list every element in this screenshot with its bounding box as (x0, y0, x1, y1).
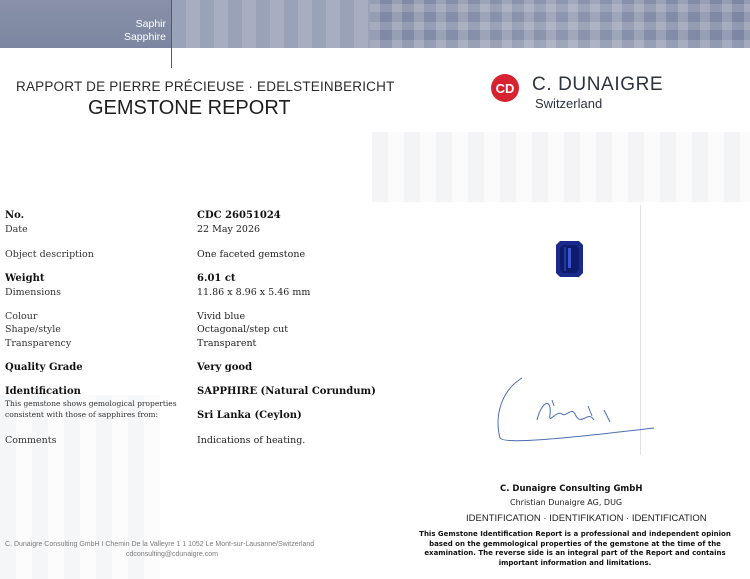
label-colour: Colour (5, 311, 38, 322)
label-date: Date (5, 224, 28, 235)
disclaimer-line-2: based on the gemmological properties of the gemstone at the time of the (429, 539, 721, 548)
disclaimer-line-3: examination. The reverse side is an integral part of the Report and contains (424, 549, 726, 557)
value-dimensions: 11.86 x 8.96 x 5.46 mm (197, 287, 311, 298)
footer-email: cdconsulting@cdunaigre.com (126, 551, 218, 558)
identification-line: IDENTIFICATION · IDENTIFIKATION · IDENTIFICATION (466, 513, 707, 524)
label-object: Object description (5, 249, 94, 260)
label-identification: Identification (5, 386, 81, 397)
disclaimer-line-1: This Gemstone Identification Report is a professional and independent opinion (419, 530, 731, 538)
report-title: GEMSTONE REPORT (88, 97, 291, 119)
footer-address: C. Dunaigre Consulting GmbH I Chemin De la Valleyre 1 1 1052 Le Mont-sur-Lausanne/Switzerland (5, 541, 315, 548)
disclaimer-line-4: important information and limitations. (498, 558, 652, 567)
gemstone-photo (556, 241, 583, 277)
value-transparency: Transparent (197, 338, 257, 349)
value-weight: 6.01 ct (197, 273, 236, 284)
value-comments: Indications of heating. (197, 435, 306, 446)
identification-note-1: This gemstone shows gemological properties (5, 399, 177, 408)
banner-word-en: Sapphire (123, 31, 166, 43)
label-comments: Comments (5, 435, 57, 446)
value-object: One faceted gemstone (197, 249, 306, 260)
identification-note-2: consistent with those of sapphires from: (5, 410, 158, 419)
logo-monogram: CD (495, 81, 515, 96)
logo-country: Switzerland (535, 96, 603, 111)
cd-logo-icon (490, 73, 524, 103)
value-origin: Sri Lanka (Ceylon) (197, 410, 302, 421)
top-banner (0, 0, 750, 48)
banner-word-fr: Saphir (135, 18, 166, 30)
disclaimer (403, 530, 747, 568)
value-no: CDC 26051024 (197, 210, 281, 221)
banner-pattern-left (172, 0, 370, 48)
value-date: 22 May 2026 (197, 224, 261, 235)
report-title-multilingual: RAPPORT DE PIERRE PRÉCIEUSE · EDELSTEINBERICHT (16, 79, 395, 94)
label-dimensions: Dimensions (5, 287, 62, 298)
label-transparency: Transparency (5, 338, 72, 349)
value-identification: SAPPHIRE (Natural Corundum) (197, 386, 376, 397)
label-quality: Quality Grade (5, 362, 83, 373)
label-no: No. (5, 210, 25, 221)
logo-name: C. DUNAIGRE (532, 74, 664, 95)
company-name: C. Dunaigre Consulting GmbH (500, 484, 643, 494)
value-colour: Vivid blue (197, 311, 246, 322)
label-weight: Weight (5, 273, 45, 284)
value-quality: Very good (197, 362, 253, 373)
banner-divider (171, 0, 172, 68)
company-subtitle: Christian Dunaigre AG, DUG (510, 498, 623, 507)
background-pattern (372, 132, 750, 202)
banner-pattern-right (370, 0, 750, 48)
label-shape: Shape/style (5, 324, 61, 335)
signature (492, 370, 657, 445)
value-shape: Octagonal/step cut (197, 324, 289, 335)
